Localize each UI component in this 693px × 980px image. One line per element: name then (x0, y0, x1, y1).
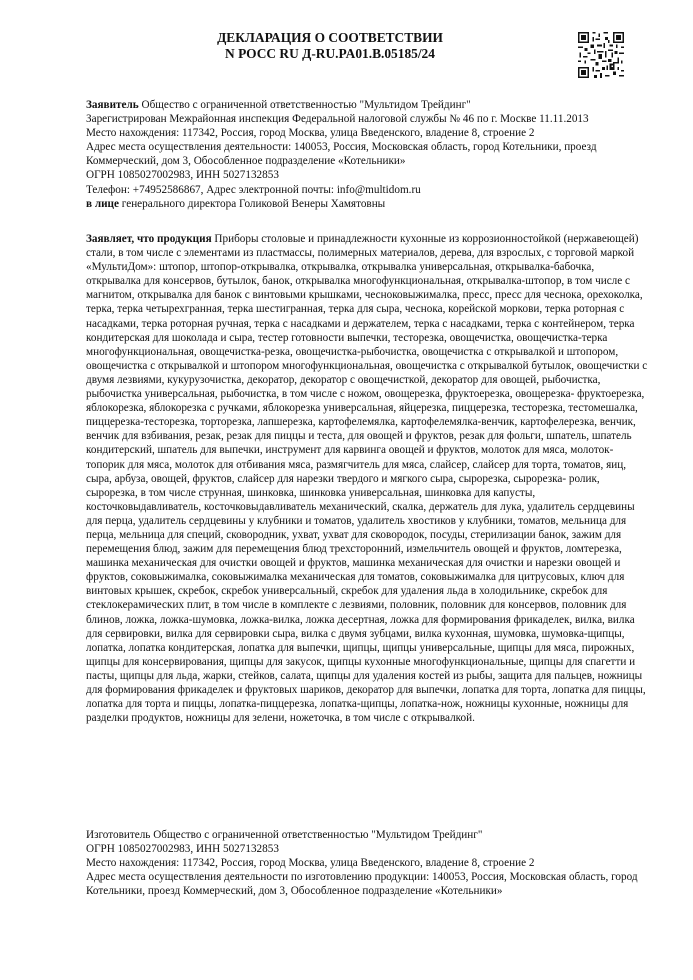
applicant-location: Место нахождения: 117342, Россия, город Москва, улица Введенского, владение 8, строение 2 (86, 127, 535, 140)
applicant-person (86, 197, 648, 211)
manufacturer-section (86, 828, 648, 898)
title-line-1: ДЕКЛАРАЦИЯ О СООТВЕТСТВИИ (217, 30, 443, 45)
applicant-registered: Зарегистрирован Межрайонная инспекция Федеральной налоговой службы № 46 по г. Москве 11.11.2013 (86, 113, 589, 126)
person-name: генерального директора Голиковой Венеры Хамятовны (121, 197, 386, 210)
manufacturer-activity-address: Адрес места осуществления деятельности по изготовлению продукции: 140053, Россия, Московская область, город Котельники, проезд Коммерческий, дом 3, Обособленное подразделение «Котельники» (86, 871, 638, 898)
product-list: Приборы столовые и принадлежности кухонные из коррозионностойкой (нержавеющей) стали, в том числе с элементами из пластмассы, полимерных материалов, дерева, для взрослых, с торговой маркой «МультиДом»: штопор, штопор-открывалка, открывалка, открывалка универсальная, открывалка-бабочка, открывалка для консервов, бутылок, банок, открывалка многофункциональная, открывалка-штопор, в том числе с магнитом, открывалка для банок с винтовыми крышками, чесноковыжималка, пресс, пресс для чеснока, орехоколка, терка, терка четырехгранная, терка шестигранная, терка для сыра, чеснока, корейской моркови, терка роторная с насадками, терка роторная ручная, терка с насадками и держателем, терка с насадками, терка с контейнером, терка кондитерская для шоколада и сыра, тестер готовности выпечки, тесторезка, овощечистка, овощечистка-терка многофункциональная, овощечистка-резка, овощечистка-рыбочистка, овощечистка с открывалкой и штопором, овощечистка с открывалкой и штопором многофункциональная, овощечистка с открывалкой бутылок, овощечистки с двумя лезвиями, кукурузочистка, декоратор, декоратор с овощечисткой, декоратор для овощей, рыбочистка, рыбочистка универсальная, рыбочистка, в том числе с ножом, овощерезка, фруктоерезка, овощерезка- фруктоерезка, яблокорезка, яблокорезка с ручками, яблокорезка универсальная, яйцерезка, пиццерезка, тесторезка, тестомешалка, пиццерезка-тесторезка, торторезка, лапшерезка, картофелемялка, картофелемялка-венчик, картофелерезка, венчик, венчик для взбивания, резак, резак для пиццы и теста, для овощей и фруктов, резак для фольги, шпатель, шпатель кондитерский, шпатель для выпечки, инструмент для карвинга овощей и фруктов, молоток для мяса, молоток-топорик для мяса, молоток для отбивания мяса, размягчитель для мяса, слайсер, слайсер для торта, томатов, яиц, сыра, арбуза, овощей, фруктов, слайсер для нарезки твердого и мягкого сыра, сырорезка, сырорезка- ролик, сырорезка, в том числе струнная, шинковка, шинковка универсальная, шинковка для капусты, косточковыдавливатель, косточковыдавливатель механический, скалка, держатель для лука, удалитель сердцевины для перца, удалитель сердцевины у клубники и томатов, удалитель хвостиков у клубники, томатов, мельница для перца, мельница для специй, сковородник, ухват, ухват для сковородок, посуды, стерилизации банок, зажим для перемещения блюд, зажим для перемещения блюд трехсторонний, измельчитель овощей и фруктов, ломтерезка, машинка механическая для очистки овощей и фруктов, машинка механическая для очистки и нарезки овощей и фруктов, соковыжималка, соковыжималка механическая для томатов, соковыжималка для цитрусовых, ключ для винтовых крышек, скребок, скребок универсальный, скребок для удаления льда в холодильнике, скребок для стеклокерамических плит, в том числе в комплекте с лезвиями, половник, половник для консервов, половник для блинов, ложка, ложка-шумовка, ложка-вилка, ложка десертная, ложка для формирования фрикаделек, вилка, вилка для сервировки, вилка для сервировки сыра, вилка с двумя зубцами, вилка кухонная, шумовка, шумовка-щипцы, лопатка, лопатка кондитерская, лопатка для выпечки, щипцы, щипцы универсальные, щипцы для мяса, пирожных, щипцы для консервирования, щипцы для закусок, щипцы кухонные многофункциональные, щипцы для спагетти и пасты, щипцы для льда, жарки, стейков, салата, щипцы для удаления костей из рыбы, защита для пальцев, ножницы для формирования фрикаделек и фруктовых шариков, декоратор для выпечки, лопатка для торта, лопатка для пиццы, лопатка для торта и пиццы, лопатка-пиццерезка, лопатка-щипцы, лопатка-нож, ножницы кухонные, ножницы для разделки продуктов, ножницы для зелени, ножеточка, в том числе с открывалкой. (86, 233, 648, 725)
manufacturer-location: Место нахождения: 117342, Россия, город Москва, улица Введенского, владение 8, строение 2 (86, 857, 535, 870)
product-paragraph (86, 232, 648, 725)
product-label: Заявляет, что продукция (86, 233, 212, 245)
qr-code-icon (578, 32, 624, 78)
manufacturer-name: Изготовитель Общество с ограниченной ответственностью "Мультидом Трейдинг" (86, 829, 483, 841)
applicant-activity-address: Адрес места осуществления деятельности: 140053, Россия, Московская область, город Котельники, проезд Коммерческий, дом 3, Обособленное подразделение «Котельники» (86, 141, 597, 168)
applicant-name: Общество с ограниченной ответственностью "Мультидом Трейдинг" (141, 99, 471, 111)
applicant-label: Заявитель (86, 99, 139, 111)
person-label: в лице (86, 197, 119, 210)
applicant-contacts: Телефон: +74952586867, Адрес электронной почты: info@multidom.ru (86, 183, 421, 196)
product-declaration (86, 232, 648, 725)
title-line-2: N РОСС RU Д-RU.PA01.B.05185/24 (225, 46, 435, 61)
applicant-ogrn: ОГРН 1085027002983, ИНН 5027132853 (86, 169, 279, 182)
applicant-line (86, 98, 648, 112)
document-title (120, 30, 540, 62)
applicant-section (86, 98, 648, 211)
manufacturer-ogrn: ОГРН 1085027002983, ИНН 5027132853 (86, 843, 279, 856)
